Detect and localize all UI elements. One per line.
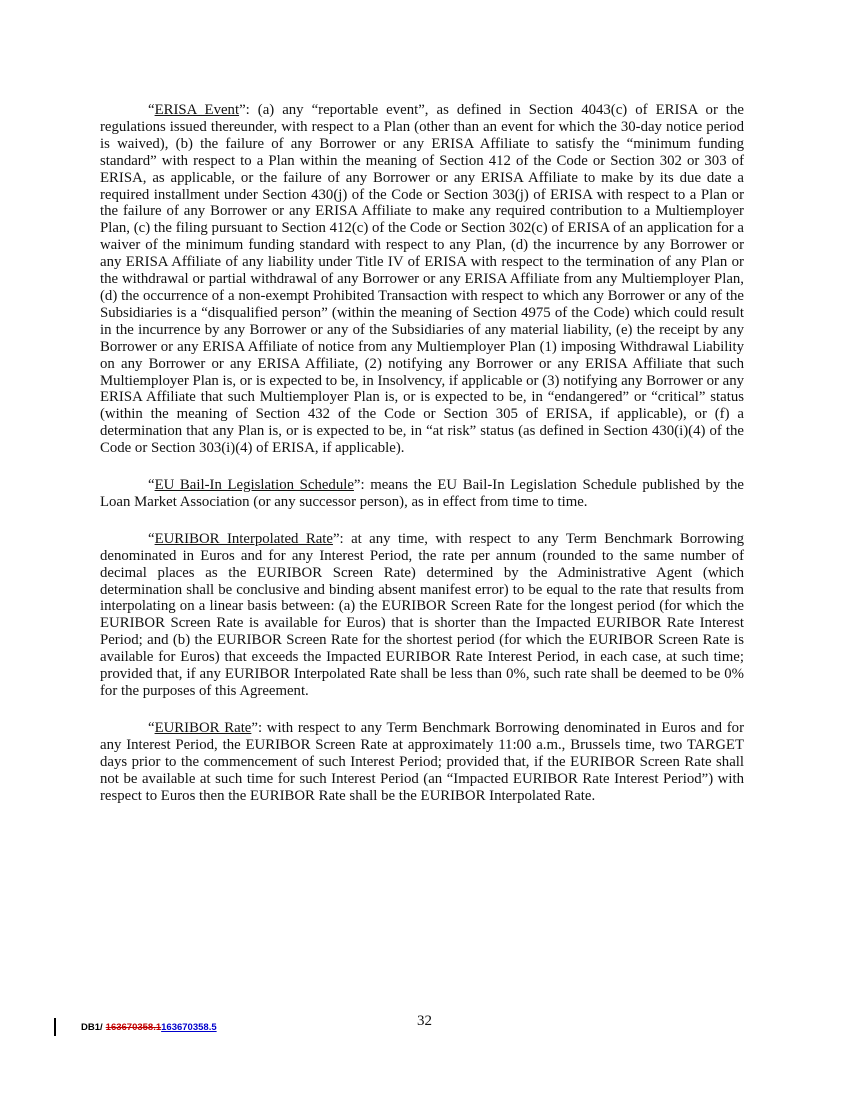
definition-text: ”: means the EU Bail-In Legislation Schedule published by the Loan Market Association (or any successor person), as in effect from time to time.	[100, 477, 745, 510]
definitions-body	[100, 102, 744, 824]
definition-text: ”: at any time, with respect to any Term Benchmark Borrowing denominated in Euros and for any Interest Period, the rate per annum (rounded to the same number of decimal places as the EURIBOR Screen Rate) determined by the Administrative Agent (which determination shall be conclusive and binding absent manifest error) to be equal to the rate that results from interpolating on a linear basis between: (a) the EURIBOR Screen Rate for the longest period (for which the EURIBOR Screen Rate is available for Euros) that is shorter than the Impacted EURIBOR Rate Interest Period; and (b) the EURIBOR Screen Rate for the shortest period (for which the EURIBOR Screen Rate is available for Euros) that exceeds the Impacted EURIBOR Rate Interest Period, in each case, at such time; provided that, if any EURIBOR Interpolated Rate shall be less than 0%, such rate shall be deemed to be 0% for the purposes of this Agreement.	[100, 530, 744, 699]
definition-euribor-interpolated-rate	[100, 531, 744, 700]
definition-erisa-event	[100, 102, 744, 457]
defined-term: ERISA Event	[154, 102, 240, 118]
open-quote: “	[148, 477, 155, 494]
change-bar	[54, 1018, 56, 1036]
definition-text: ”: (a) any “reportable event”, as defined in Section 4043(c) of ERISA or the regulations issued thereunder, with respect to a Plan (other than an event for which the 30-day notice period is waived), (b) the failure of any Borrower or any ERISA Affiliate to satisfy the “minimum funding standard” with respect to a Plan within the meaning of Section 412 of the Code or Section 302 or 303 of ERISA, as applicable, or the failure of any Borrower or any ERISA Affiliate to make by its due date a required installment under Section 430(j) of the Code or Section 303(j) of ERISA with respect to a Plan or the failure of any Borrower or any ERISA Affiliate to make any required contribution to a Multiemployer Plan, (c) the filing pursuant to Section 412(c) of the Code or Section 302(c) of ERISA of an application for a waiver of the minimum funding standard with respect to any Plan, (d) the incurrence by any Borrower or any ERISA Affiliate of any liability under Title IV of ERISA with respect to the termination of any Plan or the withdrawal or partial withdrawal of any Borrower or any ERISA Affiliate from any Multiemployer Plan, (d) the occurrence of a non-exempt Prohibited Transaction with respect to which any Borrower or any of the Subsidiaries is a “disqualified person” (within the meaning of Section 4975 of the Code) which could result in the incurrence by any Borrower or any of the Subsidiaries of any material liability, (e) the receipt by any Borrower or any ERISA Affiliate of notice from any Multiemployer Plan (1) imposing Withdrawal Liability on any Borrower or any ERISA Affiliate, (2) notifying any Borrower or any ERISA Affiliate that such Multiemployer Plan is, or is expected to be, in Insolvency, if applicable or (3) notifying any Borrower or any ERISA Affiliate that such Multiemployer Plan is, or is expected to be, in “endangered” or “critical” status (within the meaning of Section 432 of the Code or Section 305 of ERISA, if applicable), or (f) a determination that any Plan is, or is expected to be, in “at risk” status (as defined in Section 430(i)(4) of the Code or Section 303(i)(4) of ERISA, if applicable).	[100, 102, 744, 457]
doc-prefix: DB1/	[81, 1021, 103, 1033]
definition-text: ”: with respect to any Term Benchmark Borrowing denominated in Euros and for any Interest Period, the EURIBOR Screen Rate at approximately 11:00 a.m., Brussels time, two TARGET days prior to the commencement of such Interest Period; provided that, if the EURIBOR Screen Rate shall not be available at such time for such Interest Period (an “Impacted EURIBOR Rate Interest Period”) with respect to Euros then the EURIBOR Rate shall be the EURIBOR Interpolated Rate.	[100, 719, 744, 804]
page-number: 32	[417, 1013, 432, 1029]
open-quote: “	[148, 102, 155, 118]
defined-term: EURIBOR Interpolated Rate	[154, 530, 333, 547]
open-quote: “	[148, 530, 155, 547]
definition-eu-bail-in-schedule	[100, 477, 744, 511]
defined-term: EURIBOR Rate	[154, 719, 252, 736]
definition-euribor-rate	[100, 720, 744, 805]
inserted-doc-id: 163670358.5	[161, 1021, 217, 1033]
deleted-doc-id: 163670358.1	[105, 1021, 162, 1033]
defined-term: EU Bail-In Legislation Schedule	[154, 477, 354, 494]
document-footer	[54, 1018, 217, 1036]
open-quote: “	[148, 719, 155, 736]
